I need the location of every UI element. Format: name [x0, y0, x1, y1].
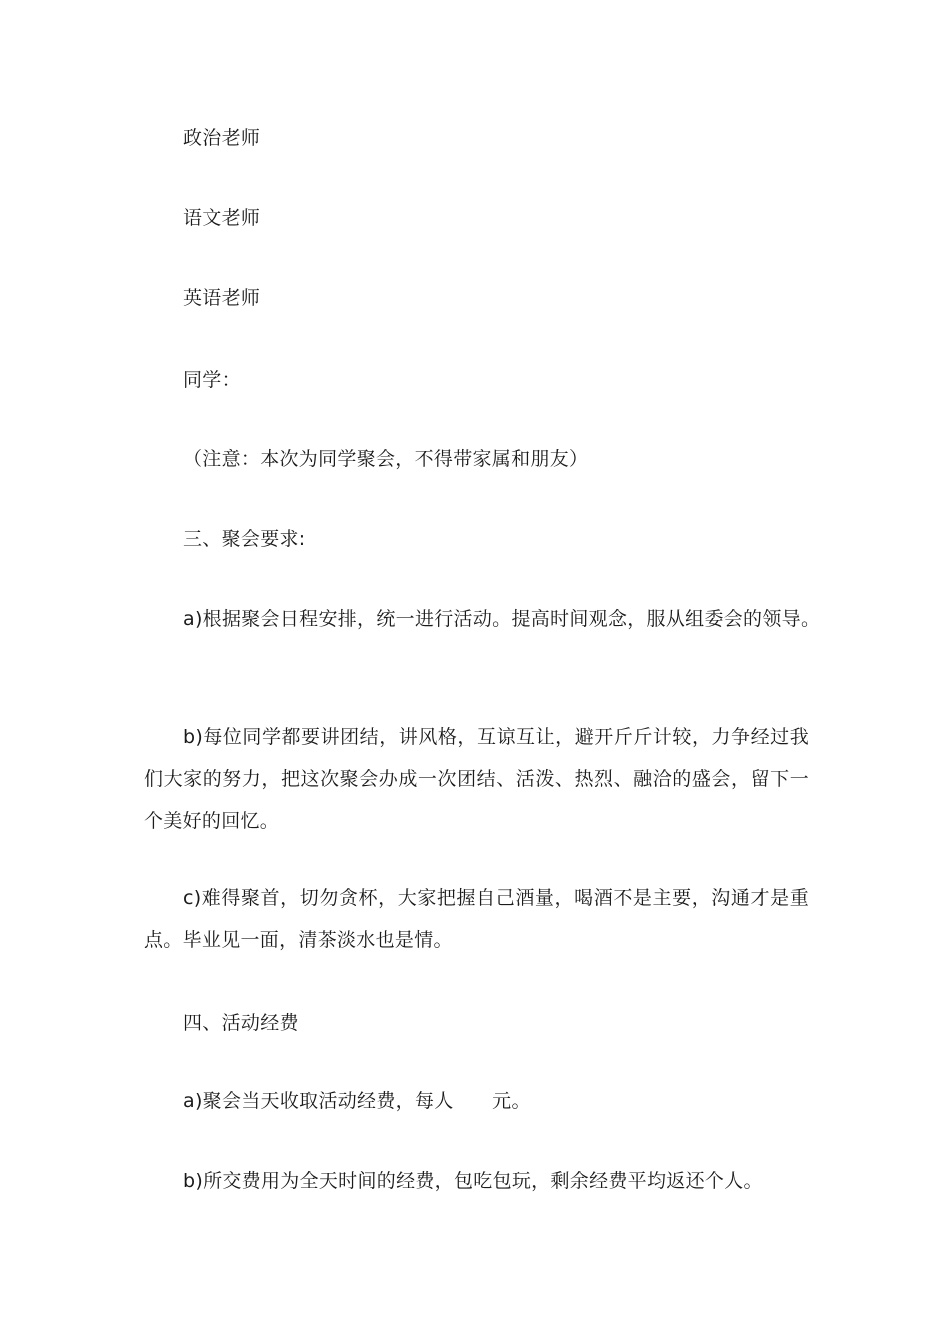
attendee-classmates: 同学： [183, 369, 241, 391]
attendee-english-teacher: 英语老师 [183, 287, 261, 309]
attendee-chinese-teacher: 语文老师 [183, 207, 261, 229]
attendee-politics-teacher: 政治老师 [183, 127, 261, 149]
section-3-heading: 三、聚会要求: [183, 528, 306, 550]
requirement-b: b)每位同学都要讲团结，讲风格，互谅互让，避开斤斤计较，力争经过我们大家的努力，把这次聚会办成一次团结、活泼、热烈、融洽的盛会，留下一个美好的回忆。 [144, 726, 809, 832]
fee-item-a: a)聚会当天收取活动经费，每人 元。 [183, 1090, 531, 1112]
requirement-c: c)难得聚首，切勿贪杯，大家把握自己酒量，喝酒不是主要，沟通才是重点。毕业见一面，清茶淡水也是情。 [144, 887, 809, 951]
attendance-note: （注意：本次为同学聚会，不得带家属和朋友） [183, 448, 589, 470]
requirement-a: a)根据聚会日程安排，统一进行活动。提高时间观念，服从组委会的领导。 [183, 608, 821, 630]
fee-item-b: b)所交费用为全天时间的经费，包吃包玩，剩余经费平均返还个人。 [183, 1170, 763, 1192]
section-4-heading: 四、活动经费 [183, 1012, 299, 1034]
